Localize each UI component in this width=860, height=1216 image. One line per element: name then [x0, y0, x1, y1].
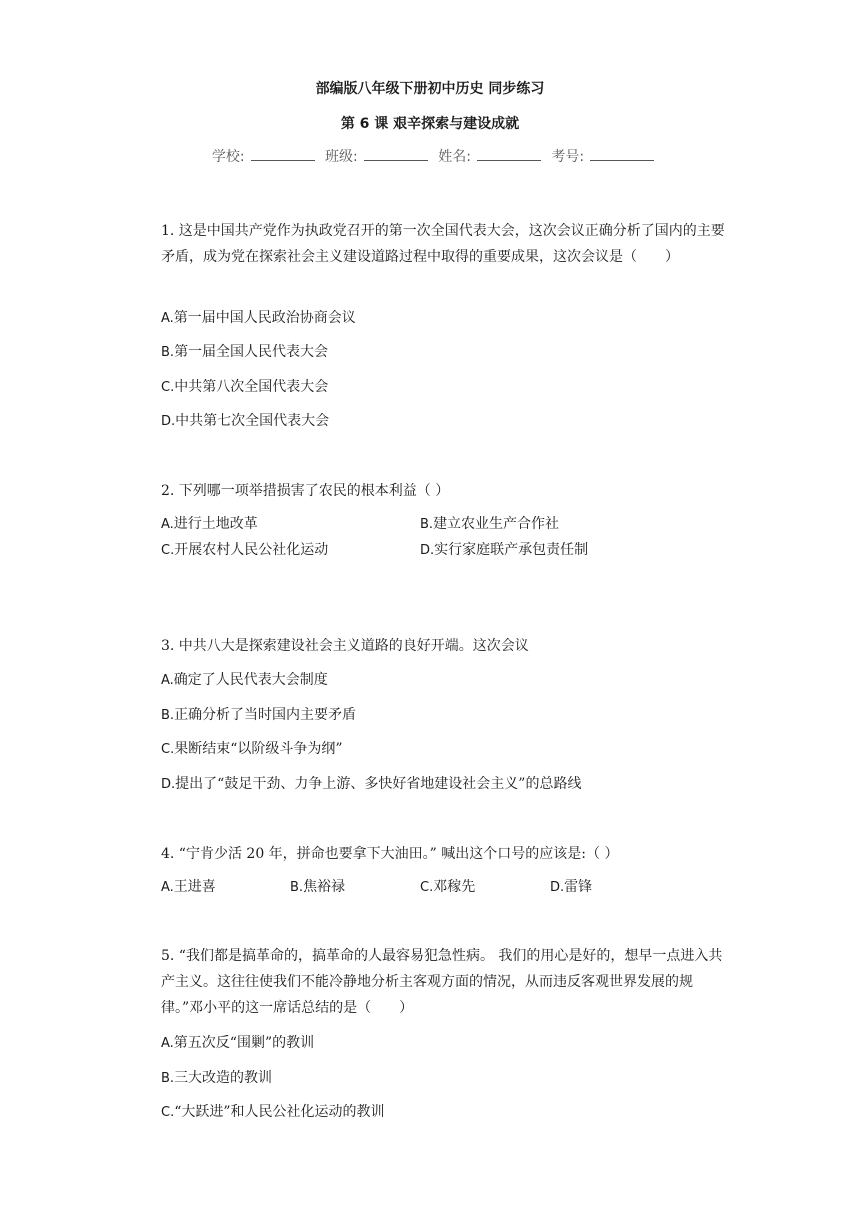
name-label: 姓名:	[438, 149, 471, 165]
question-2-option-a	[161, 514, 258, 535]
question-5-stem: 5. “我们都是搞革命的，搞革命的人最容易犯急性病。 我们的用心是好的，想早一点进入共产主义。这往往使我们不能冷静地分析主客观方面的情况，从而违反客观世界发展的规律。”邓小平的这一席话总结的是（ ）	[161, 948, 723, 1016]
option-text: 三大改造的教训	[174, 1070, 273, 1086]
option-letter: D.	[550, 880, 565, 895]
class-blank	[364, 148, 428, 161]
exam-number-label: 考号:	[551, 149, 585, 165]
option-text: 建立农业生产合作社	[433, 516, 560, 532]
option-text: 中共第八次全国代表大会	[174, 379, 329, 395]
option-letter: D.	[161, 414, 176, 429]
question-3-option-d	[161, 774, 581, 795]
option-text: 提出了“鼓足干劲、力争上游、多快好省地建设社会主义”的总路线	[175, 776, 582, 792]
question-2-stem: 2. 下列哪一项举措损害了农民的根本利益（ ）	[161, 483, 450, 499]
option-text: 邓稼先	[433, 879, 476, 895]
option-text: 果断结束“以阶级斗争为纲”	[174, 741, 343, 757]
question-2-option-b	[420, 514, 559, 535]
option-text: 焦裕禄	[303, 879, 346, 895]
option-text: 中共第七次全国代表大会	[175, 413, 330, 429]
option-letter: C.	[420, 880, 434, 895]
option-text: 确定了人民代表大会制度	[173, 672, 328, 688]
student-info-line	[0, 146, 860, 166]
question-2-option-d	[420, 540, 588, 561]
class-label: 班级:	[325, 149, 358, 165]
option-letter: B.	[161, 708, 175, 723]
question-5-option-c	[161, 1102, 385, 1123]
option-text: 第五次反“围剿”的教训	[173, 1035, 315, 1051]
exam-number-blank	[590, 148, 654, 161]
option-letter: C.	[161, 742, 175, 757]
option-letter: A.	[161, 311, 174, 326]
option-letter: B.	[420, 517, 434, 532]
option-text: 实行家庭联产承包责任制	[434, 542, 589, 558]
option-letter: C.	[161, 543, 175, 558]
question-4-option-a	[161, 877, 216, 898]
option-letter: B.	[161, 1071, 175, 1086]
option-letter: C.	[161, 1105, 175, 1120]
question-4-option-d	[550, 877, 592, 898]
option-text: 进行土地改革	[173, 516, 258, 532]
option-text: 雷锋	[564, 879, 593, 895]
school-blank	[251, 148, 315, 161]
option-letter: A.	[161, 517, 174, 532]
question-3-option-b	[161, 705, 356, 726]
option-letter: A.	[161, 673, 174, 688]
option-letter: A.	[161, 1036, 174, 1051]
option-letter: D.	[161, 777, 176, 792]
question-1-stem: 1. 这是中国共产党作为执政党召开的第一次全国代表大会，这次会议正确分析了国内的主要矛盾，成为党在探索社会主义建设道路过程中取得的重要成果，这次会议是（ ）	[161, 223, 725, 265]
question-1-option-c	[161, 377, 328, 398]
question-2-option-c	[161, 540, 328, 561]
question-4-option-c	[420, 877, 475, 898]
option-text: 正确分析了当时国内主要矛盾	[174, 707, 357, 723]
school-label: 学校:	[211, 149, 245, 165]
question-3-stem: 3. 中共八大是探索建设社会主义道路的良好开端。这次会议	[161, 638, 529, 654]
question-1-option-d	[161, 411, 329, 432]
document-title: 部编版八年级下册初中历史 同步练习	[315, 81, 545, 97]
option-letter: D.	[420, 543, 435, 558]
option-text: 王进喜	[173, 879, 216, 895]
option-letter: C.	[161, 380, 175, 395]
question-5-option-b	[161, 1068, 272, 1089]
question-1-option-b	[161, 342, 328, 363]
question-3-option-c	[161, 739, 343, 760]
option-letter: B.	[290, 880, 304, 895]
question-3-option-a	[161, 670, 328, 691]
question-4-stem: 4. “宁肯少活 20 年，拼命也要拿下大油田。” 喊出这个口号的应该是:（ ）	[161, 846, 619, 862]
question-1-option-a	[161, 308, 356, 329]
option-text: “大跃进”和人民公社化运动的教训	[174, 1104, 385, 1120]
option-text: 第一届中国人民政治协商会议	[173, 310, 356, 326]
question-5-option-a	[161, 1033, 314, 1054]
option-letter: B.	[161, 345, 175, 360]
question-4-option-b	[290, 877, 345, 898]
option-text: 第一届全国人民代表大会	[174, 344, 329, 360]
option-letter: A.	[161, 880, 174, 895]
option-text: 开展农村人民公社化运动	[174, 542, 329, 558]
name-blank	[477, 148, 541, 161]
lesson-title: 第 6 课 艰辛探索与建设成就	[340, 116, 520, 132]
